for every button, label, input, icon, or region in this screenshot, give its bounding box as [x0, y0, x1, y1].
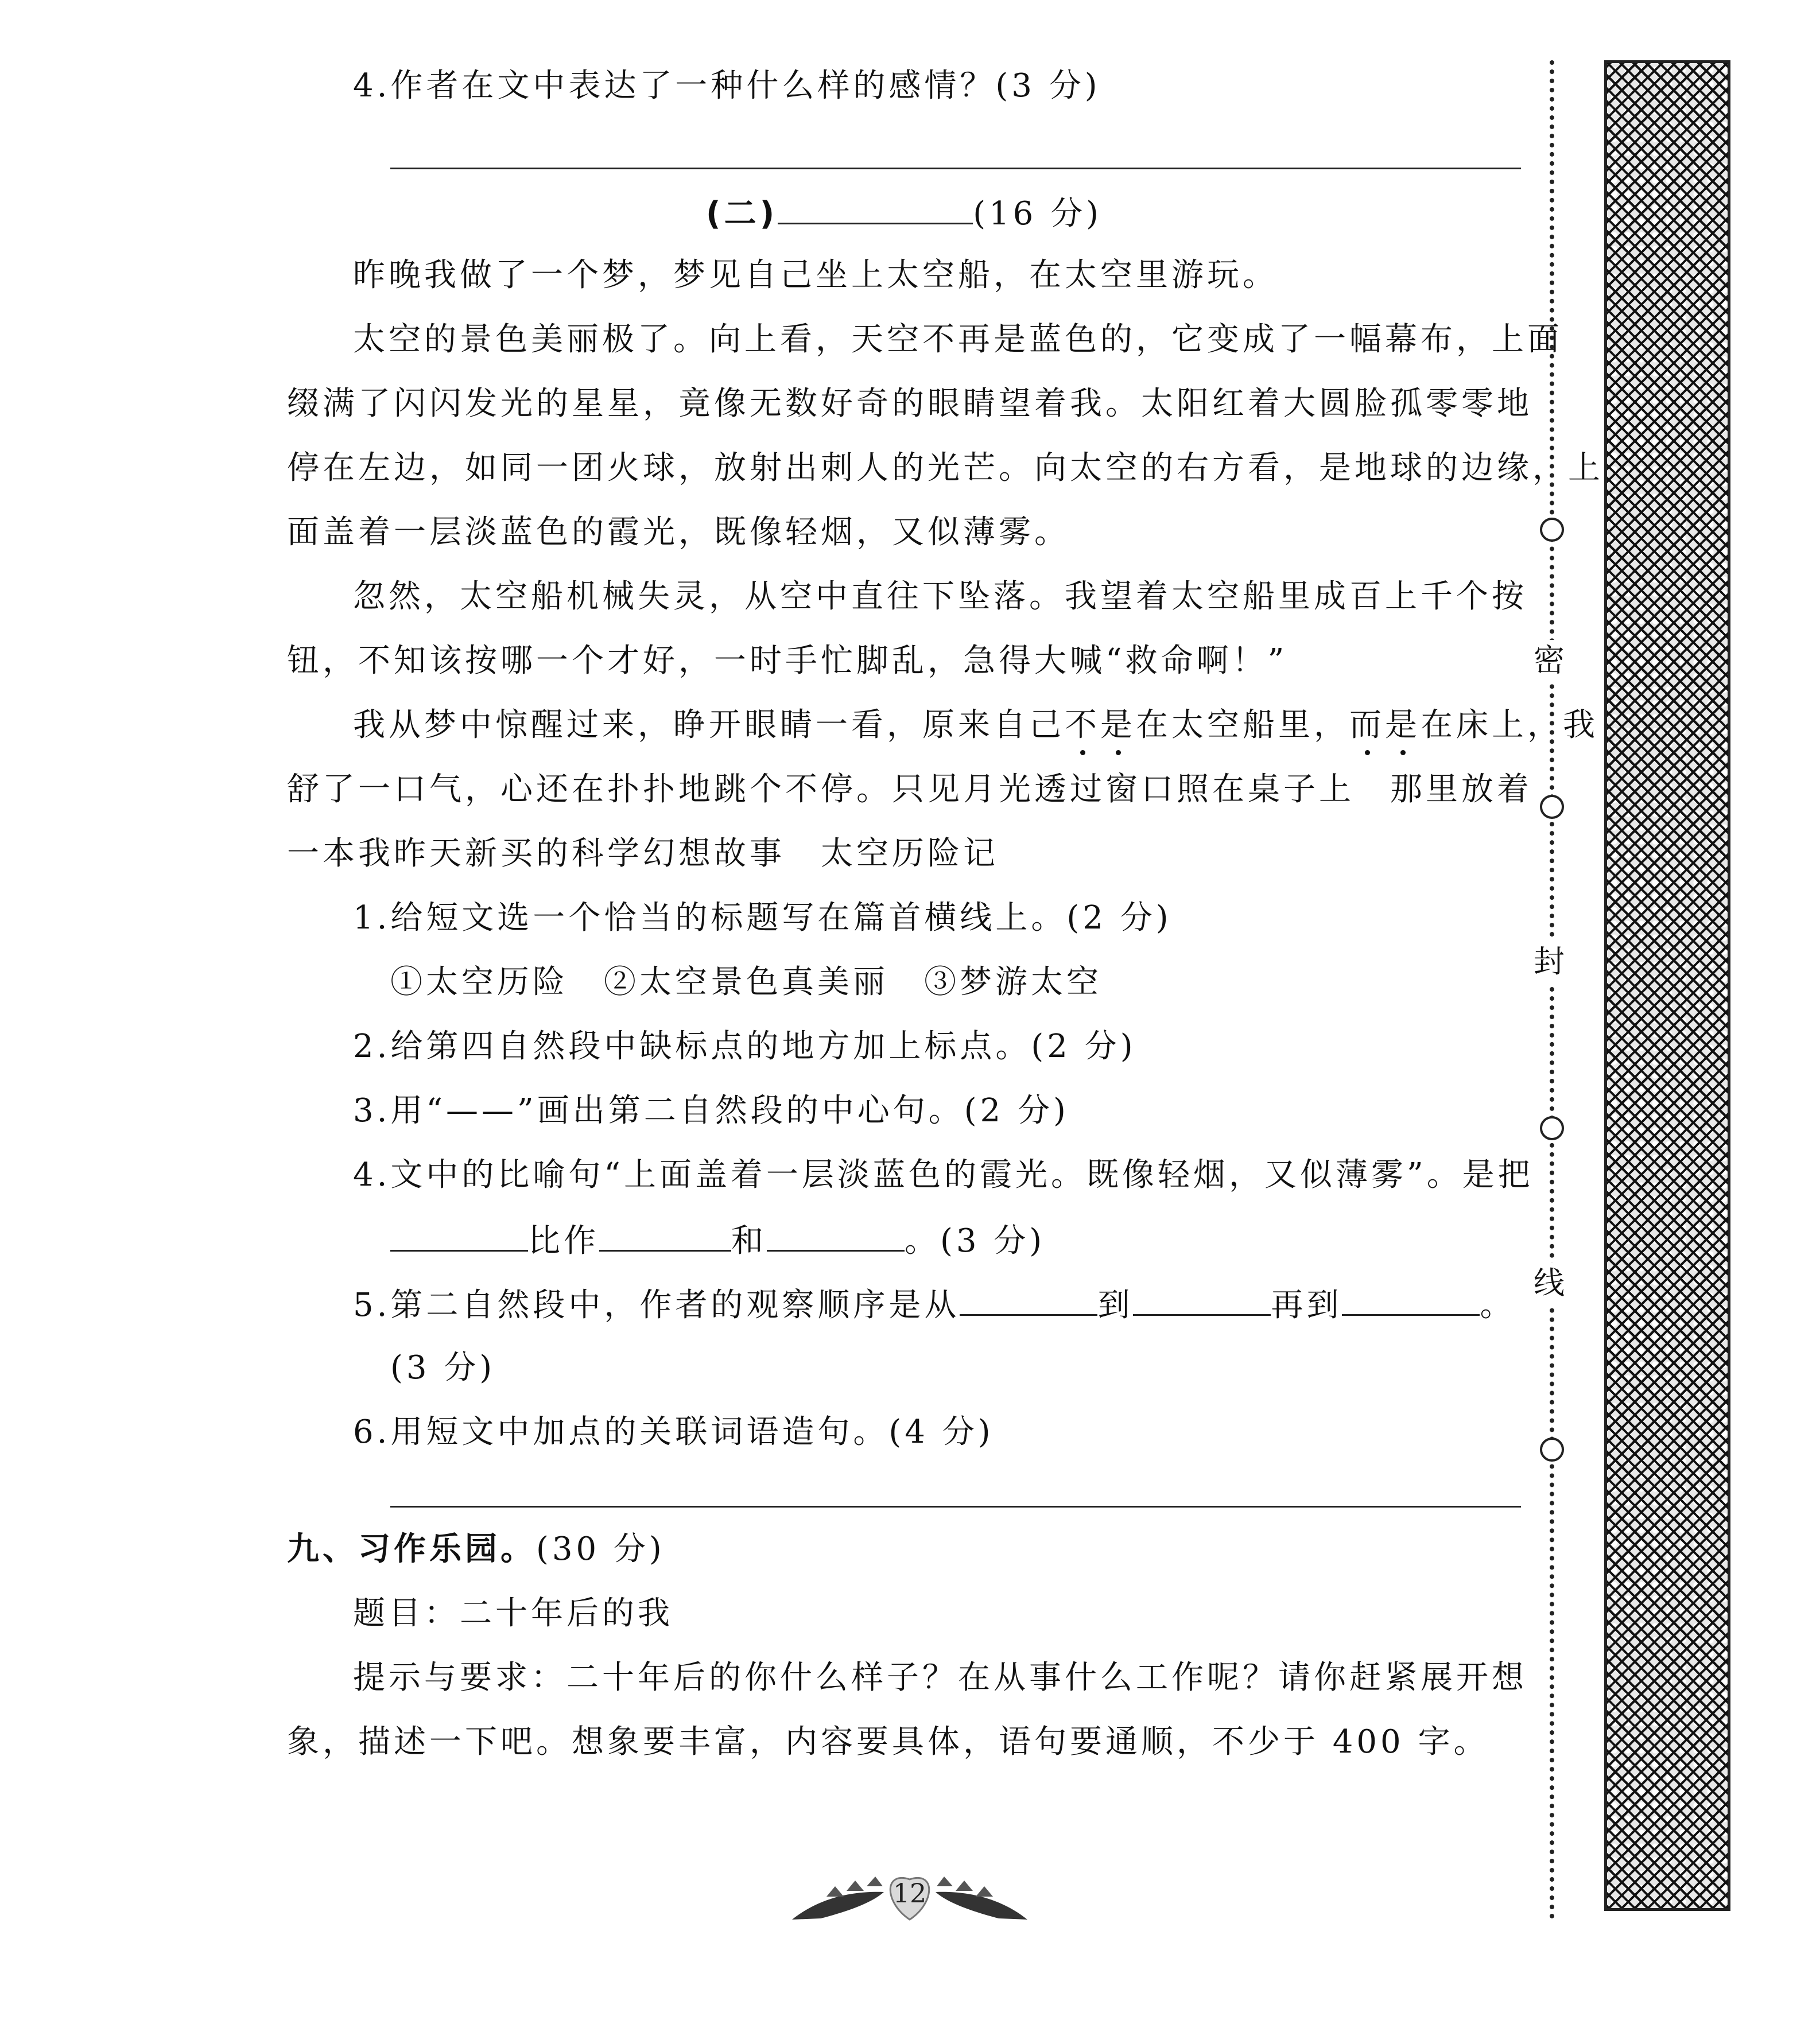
binding-char-seal-2: 封 — [1534, 941, 1565, 982]
passage-paragraph-1: 昨晚我做了一个梦，梦见自己坐上太空船，在太空里游玩。 — [353, 257, 1278, 294]
q4-text-a: 比作 — [528, 1222, 599, 1260]
question-5 — [353, 1281, 1515, 1328]
q5-blank-1[interactable] — [960, 1281, 1097, 1316]
q4-text-b: 和 — [731, 1222, 767, 1260]
passage-paragraph-4-line-3: 一本我昨天新买的科学幻想故事 太空历险记 — [287, 835, 999, 872]
section-2-score: (16 分) — [973, 195, 1102, 232]
passage-paragraph-4-line-1 — [353, 702, 1598, 748]
page-number-ornament — [786, 1856, 1033, 1925]
question-3: 3.用“——”画出第二自然段的中心句。(2 分) — [353, 1092, 1069, 1129]
dotted-word-1: 不是 — [1065, 706, 1136, 744]
section-2-label: (二) — [706, 195, 778, 232]
question-4-previous: 4.作者在文中表达了一种什么样的感情？(3 分) — [353, 67, 1101, 104]
composition-topic: 题目：二十年后的我 — [353, 1595, 673, 1632]
section-2-heading — [706, 189, 1102, 237]
q4-text-c: 。(3 分) — [905, 1222, 1046, 1260]
title-blank[interactable] — [778, 189, 973, 224]
question-4-line-2 — [390, 1217, 1045, 1264]
composition-hint-line-2: 象，描述一下吧。想象要丰富，内容要具体，语句要通顺，不少于 400 字。 — [287, 1723, 1489, 1761]
section-9-score: (30 分) — [536, 1530, 665, 1568]
q5-text-b: 到 — [1097, 1287, 1134, 1324]
answer-line — [390, 1506, 1521, 1508]
question-2: 2.给第四自然段中缺标点的地方加上标点。(2 分) — [353, 1028, 1136, 1065]
decorative-pattern-strip — [1604, 60, 1730, 1911]
passage-paragraph-3-line-1: 忽然，太空船机械失灵，从空中直往下坠落。我望着太空船里成百上千个按 — [353, 578, 1527, 615]
passage-paragraph-2-line-4: 面盖着一层淡蓝色的霞光，既像轻烟，又似薄雾。 — [287, 514, 1070, 551]
dotted-word-2: 而是 — [1349, 706, 1421, 744]
q4-blank-1[interactable] — [390, 1217, 528, 1252]
question-4-line-1: 4.文中的比喻句“上面盖着一层淡蓝色的霞光。既像轻烟，又似薄雾”。是把 — [353, 1156, 1534, 1194]
q5-text-a: 5.第二自然段中，作者的观察顺序是从 — [353, 1287, 960, 1324]
q5-blank-2[interactable] — [1133, 1281, 1271, 1316]
p4-text-c: 在床上，我 — [1421, 706, 1598, 744]
q5-blank-3[interactable] — [1342, 1281, 1480, 1316]
question-6: 6.用短文中加点的关联词语造句。(4 分) — [353, 1413, 994, 1451]
question-1-options: ①太空历险 ②太空景色真美丽 ③梦游太空 — [390, 964, 1102, 1001]
section-9-heading — [287, 1526, 665, 1572]
question-1: 1.给短文选一个恰当的标题写在篇首横线上。(2 分) — [353, 899, 1172, 937]
question-5-score: (3 分) — [390, 1349, 496, 1386]
page-number: 12 — [892, 1878, 927, 1909]
passage-paragraph-4-line-2: 舒了一口气，心还在扑扑地跳个不停。只见月光透过窗口照在桌子上 那里放着 — [287, 771, 1532, 808]
passage-paragraph-3-line-2: 钮，不知该按哪一个才好，一时手忙脚乱，急得大喊“救命啊！” — [287, 642, 1288, 679]
section-9-title: 九、习作乐园。 — [287, 1530, 536, 1568]
p4-text-a: 我从梦中惊醒过来，睁开眼睛一看，原来自己 — [353, 706, 1065, 744]
q5-text-d: 。 — [1480, 1287, 1516, 1324]
binding-ring — [1540, 518, 1564, 542]
binding-ring — [1540, 1438, 1564, 1462]
composition-hint-line-1: 提示与要求：二十年后的你什么样子？在从事什么工作呢？请你赶紧展开想 — [353, 1659, 1527, 1696]
q4-blank-3[interactable] — [767, 1217, 905, 1252]
passage-paragraph-2-line-3: 停在左边，如同一团火球，放射出刺人的光芒。向太空的右方看，是地球的边缘，上 — [287, 449, 1604, 487]
q5-text-c: 再到 — [1271, 1287, 1342, 1324]
passage-paragraph-2-line-2: 缀满了闪闪发光的星星，竟像无数好奇的眼睛望着我。太阳红着大圆脸孤零零地 — [287, 385, 1532, 422]
p4-text-b: 在太空船里， — [1136, 706, 1349, 744]
binding-dotted-line — [1550, 60, 1554, 1920]
binding-ring — [1540, 795, 1564, 819]
binding-char-line: 线 — [1534, 1262, 1565, 1304]
answer-line — [390, 168, 1521, 169]
passage-paragraph-2-line-1: 太空的景色美丽极了。向上看，天空不再是蓝色的，它变成了一幅幕布，上面 — [353, 321, 1563, 358]
binding-char-seal: 密 — [1534, 640, 1565, 681]
q4-blank-2[interactable] — [599, 1217, 731, 1252]
binding-ring — [1540, 1116, 1564, 1140]
